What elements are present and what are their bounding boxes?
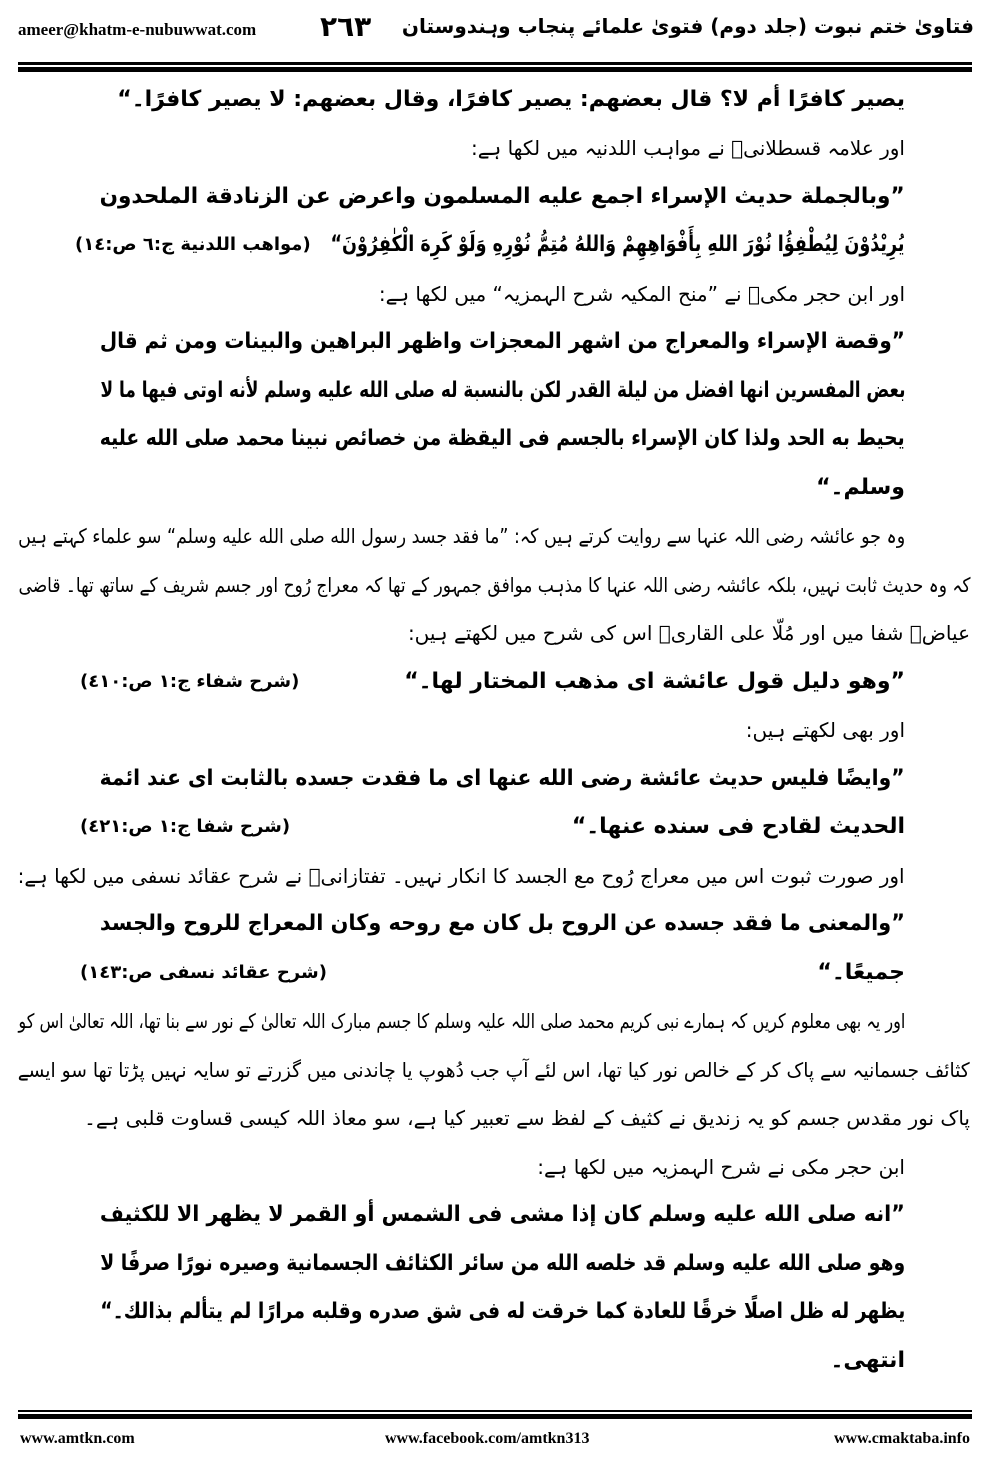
footer-link-amtkn[interactable]: www.amtkn.com	[20, 1430, 135, 1447]
arabic-quote-line	[100, 177, 905, 217]
urdu-line	[18, 565, 970, 605]
arabic-quote-line	[100, 419, 905, 459]
citation: (شرح عقائد نسفی ص:١٤٣)	[80, 962, 327, 983]
arabic-quote-line	[100, 1244, 905, 1284]
arabic-quote-line	[100, 1195, 905, 1235]
arabic-quote-line	[331, 225, 905, 265]
urdu-line	[18, 274, 905, 314]
citation: (مواهب اللدنية ج:٦ ص:١٤)	[75, 234, 311, 255]
header-rule-thick	[18, 67, 972, 72]
urdu-line	[18, 1147, 905, 1187]
urdu-line	[18, 1050, 970, 1090]
line-text: اور ابن حجر مکیؒ نے ”منح المکیہ شرح الہمزیہ“ میں لکھا ہے:	[378, 282, 905, 306]
line-text: اور بھی لکھتے ہیں:	[745, 718, 905, 742]
arabic-quote-line	[100, 322, 905, 362]
arabic-quote-line	[100, 1341, 905, 1381]
arabic-quote-line	[347, 953, 905, 993]
citation: (شرح شفا ج:١ ص:٤٢١)	[80, 816, 291, 837]
line-text: اور صورت ثبوت اس میں معراج رُوح مع الجسد کا انکار نہیں۔ تفتازانیؒ نے شرح عقائد نسفی میں لکھا ہے:	[18, 864, 905, 888]
arabic-quote-line	[320, 662, 905, 702]
footer-link-cmaktaba[interactable]: www.cmaktaba.info	[833, 1430, 970, 1447]
urdu-line	[18, 1098, 970, 1138]
line-text: الحديث لقادح فى سنده عنها۔“	[571, 814, 905, 839]
line-text: ”انه صلى الله عليه وسلم كان إذا مشى فى الشمس أو القمر لا يظهر الا للكثيف	[99, 1202, 905, 1227]
line-text: وهو صلى الله عليه وسلم قد خلصه الله من سائر الكثائف الجسمانية وصيره نورًا صرفًا لا	[99, 1251, 905, 1276]
line-text: اور یہ بھی معلوم کریں کہ ہمارے نبی کریم محمد صلی اللہ علیہ وسلم کا جسم مبارک اللہ تعالیٰ کے نور سے بنا تھا، اللہ تعالیٰ اس کو	[18, 1009, 905, 1033]
urdu-line	[18, 856, 905, 896]
citation: (شرح شفاء ج:١ ص:٤١٠)	[80, 671, 300, 692]
line-text: پاک نور مقدس جسم کو یہ زندیق نے کثیف کے لفظ سے تعبیر کیا ہے، سو معاذ اللہ کیسی قساوت قلبی ہے۔	[84, 1106, 970, 1130]
page-number: ٢٦٣	[320, 10, 372, 43]
line-text: ابن حجر مکی نے شرح الہمزیہ میں لکھا ہے:	[537, 1155, 905, 1179]
line-text: کہ وہ حدیث ثابت نہیں، بلکہ عائشہ رضی اللہ عنہا کا مذہب موافق جمہور کے تھا کہ معراج رُوح اور جسم شریف کے ساتھ تھا۔ قاضی	[18, 573, 970, 597]
line-text: يُرِيْدُوْنَ لِيُطْفِؤُا نُوْرَ اللهِ بِأَفْوَاهِهِمْ وَاللهُ مُتِمُّ نُوْرِهِ وَلَوْ كَرِهَ الْكٰفِرُوْنَ“	[330, 232, 905, 257]
footer-rule-thick	[18, 1414, 972, 1419]
arabic-quote-line	[100, 468, 905, 508]
arabic-quote-line	[100, 80, 905, 120]
line-text: ”وايضًا فليس حديث عائشة رضى الله عنها اى ما فقدت جسده بالثابت اى عند ائمة	[100, 766, 905, 791]
urdu-line	[18, 516, 905, 556]
email-link[interactable]: ameer@khatm-e-nubuwwat.com	[18, 20, 257, 39]
arabic-quote-line	[100, 1292, 905, 1332]
line-text: ”وقصة الإسراء والمعراج من اشهر المعجزات واظهر البراهين والبينات ومن ثم قال	[99, 329, 905, 354]
line-text: ”والمعنى ما فقد جسده عن الروح بل كان مع روحه وكان المعراج للروح والجسد	[99, 911, 905, 936]
urdu-line	[18, 1001, 905, 1041]
line-text: ”وبالجملة حديث الإسراء اجمع عليه المسلمون واعرض عن الزنادقة الملحدون	[99, 184, 905, 209]
line-text: يصير كافرًا أم لا؟ قال بعضهم: يصير كافرًا، وقال بعضهم: لا يصير كافرًا۔“	[117, 87, 905, 112]
book-title-box	[400, 14, 974, 38]
line-text: کثائف جسمانیہ سے پاک کر کے خالص نور کیا تھا، اس لئے آپ جب دُھوپ یا چاندنی میں گزرتے تو سایہ نہیں پڑتا تھا سو ایسے	[18, 1058, 970, 1082]
arabic-quote-line	[100, 371, 905, 411]
line-text: ”وهو دليل قول عائشة اى مذهب المختار لها۔“	[404, 669, 905, 694]
urdu-line	[18, 128, 905, 168]
urdu-line	[18, 613, 970, 653]
urdu-line	[18, 710, 905, 750]
line-text: عیاضؒ شفا میں اور مُلّا علی القاریؒ اس کی شرح میں لکھتے ہیں:	[407, 621, 970, 645]
line-text: وسلم۔“	[816, 475, 905, 500]
book-title: فتاویٰ ختم نبوت (جلد دوم) فتویٰ علمائے پنجاب وہندوستان	[401, 14, 974, 38]
arabic-quote-line	[311, 807, 905, 847]
line-text: وہ جو عائشہ رضی اللہ عنہا سے روایت کرتے ہیں کہ: ”ما فقد جسد رسول الله صلى الله عليه وسلم“ سو علماء کہتے ہیں	[18, 524, 905, 548]
footer-link-facebook[interactable]: www.facebook.com/amtkn313	[385, 1430, 590, 1447]
footer-rule-thin	[18, 1410, 972, 1412]
line-text: اور علامہ قسطلانیؒ نے مواہب اللدنیہ میں لکھا ہے:	[471, 136, 905, 160]
arabic-quote-line	[100, 759, 905, 799]
line-text: يحيط به الحد ولذا كان الإسراء بالجسم فى اليقظة من خصائص نبينا محمد صلى الله عليه	[99, 426, 905, 451]
line-text: بعض المفسرين انها افضل من ليلة القدر لكن بالنسبة له صلى الله عليه وسلم لأنه اوتى فيها ما لا	[100, 378, 905, 403]
header-rule-thin	[18, 62, 972, 65]
line-text: جميعًا۔“	[817, 960, 905, 985]
line-text: يظهر له ظل اصلًا خرقًا للعادة كما خرقت له فى شق صدره وقلبه مرارًا لم يتألم بذالك۔“	[100, 1299, 905, 1324]
arabic-quote-line	[100, 904, 905, 944]
line-text: انتهى۔	[830, 1348, 905, 1373]
